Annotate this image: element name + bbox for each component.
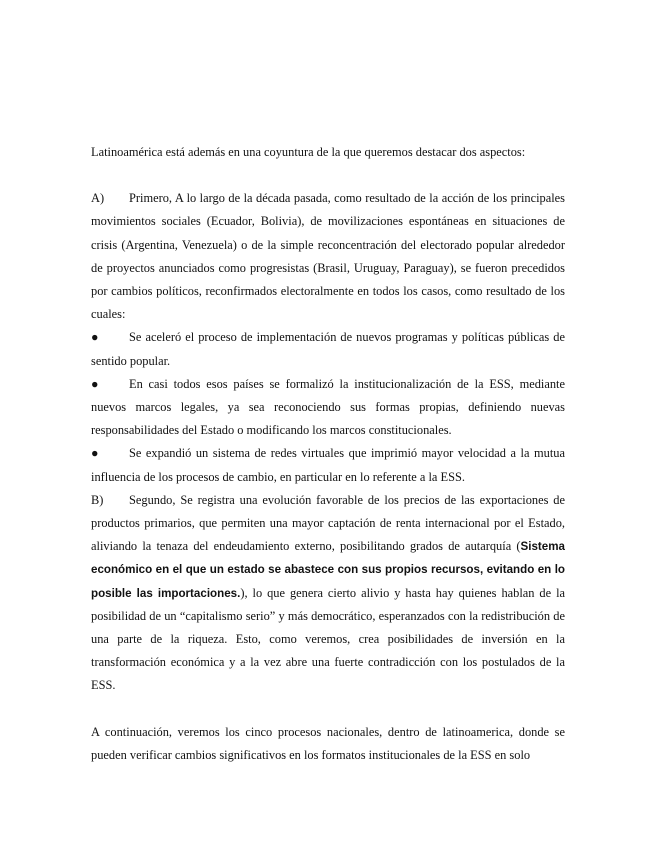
document-page xyxy=(91,141,565,767)
paragraph-gap xyxy=(91,698,565,721)
bullet-icon: ● xyxy=(91,376,99,391)
item-b-text-after: ), lo que genera cierto alivio y hasta hay quienes hablan de la posibilidad de un “capitalismo serio” y más democrático, esperanzados con la redistribución de una parte de la riqueza. Esto, como veremos, crea posibilidades de inversión en la transformación económica y a la vez abre una fuerte contradicción con los postulados de la ESS. xyxy=(91,585,566,693)
bullet-icon: ● xyxy=(91,446,99,461)
bullet-item xyxy=(91,326,565,372)
item-a-paragraph xyxy=(91,187,565,326)
bullet-text: Se aceleró el proceso de implementación de nuevos programas y políticas públicas de sentido popular. xyxy=(91,330,565,368)
item-b-paragraph xyxy=(91,489,565,698)
intro-paragraph: Latinoamérica está además en una coyuntura de la que queremos destacar dos aspectos: xyxy=(91,145,526,159)
item-b-text-before: Segundo, Se registra una evolución favorable de los precios de las exportaciones de productos primarios, que permiten una mayor captación de renta internacional por el Estado, aliviando la tenaza del endeudamiento externo, posibilitando grados de autarquía ( xyxy=(91,492,565,554)
autarquia-definition: Sistema económico en el que un estado se abastece con sus propios recursos, evitando en lo posible las importaciones. xyxy=(91,540,565,600)
item-a-marker: A) xyxy=(91,191,105,206)
bullet-item xyxy=(91,442,565,488)
bullet-icon: ● xyxy=(91,330,99,345)
item-b-marker: B) xyxy=(91,492,104,507)
closing-paragraph: A continuación, veremos los cinco procesos nacionales, dentro de latinoamerica, donde se pueden verificar cambios significativos en los formatos institucionales de la ESS en solo xyxy=(91,724,565,762)
bullet-text: Se expandió un sistema de redes virtuales que imprimió mayor velocidad a la mutua influencia de los procesos de cambio, en particular en lo referente a la ESS. xyxy=(91,446,565,484)
bullet-item xyxy=(91,373,565,443)
bullet-text: En casi todos esos países se formalizó la institucionalización de la ESS, mediante nuevos marcos legales, ya sea reconociendo sus formas propias, definiendo nuevas responsabilidades del Estado o modificando los marcos constitucionales. xyxy=(91,376,565,438)
item-a-text: Primero, A lo largo de la década pasada, como resultado de la acción de los principales movimientos sociales (Ecuador, Bolivia), de movilizaciones espontáneas en situaciones de crisis (Argentina, Venezuela) o de la simple reconcentración del electorado popular alrededor de proyectos anunciados como progresistas (Brasil, Uruguay, Paraguay), se fueron precedidos por cambios políticos, reconfirmados electoralmente en todos los casos, como resultado de los cuales: xyxy=(91,191,565,322)
